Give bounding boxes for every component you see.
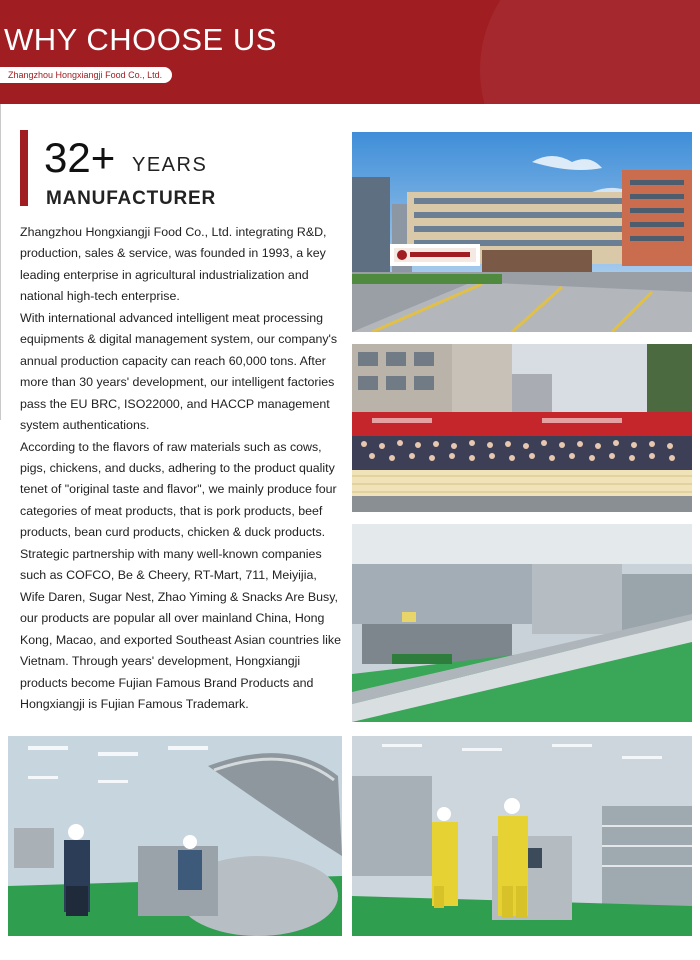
paragraph-products: According to the flavors of raw materials such as cows, pigs, chickens, and ducks, adhering to the product quality tenet of "original taste and flavor", we mainly produce four categories of meat products, that is pork products, beef products, bean curd products, chicken & duck products. (20, 439, 337, 540)
paragraph-partners: Strategic partnership with many well-known companies such as COFCO, Be & Cheery, RT-Mart, 711, Meiyijia, Wife Daren, Sugar Nest, Zhao Yiming & Snacks Are Busy, our products are popular all over mainland China, Hong Kong, Macao, and exported Southeast Asian countries like Vietnam. Through years' development, Hongxiangji products become Fujian Famous Brand Products and Hongxiangji is Fujian Famous Trademark. (20, 546, 341, 711)
years-label: YEARS (132, 154, 208, 176)
manufacturer-label: MANUFACTURER (46, 188, 217, 209)
production-line-photo (352, 524, 692, 722)
company-tag: Zhangzhou Hongxiangji Food Co., Ltd. (0, 67, 172, 83)
factory-building-photo (352, 132, 692, 332)
paragraph-intro: Zhangzhou Hongxiangji Food Co., Ltd. integrating R&D, production, sales & service, was founded in 1993, a key leading enterprise in agricultural industrialization and national high-tech enterprise. (20, 225, 327, 304)
company-description (20, 222, 344, 715)
header-banner (0, 0, 700, 104)
workers-mixing-tank-photo (8, 736, 342, 936)
conference-event-photo (352, 344, 692, 512)
control-panel-workers-photo (352, 736, 692, 936)
side-divider (0, 104, 1, 420)
page-title: WHY CHOOSE US (4, 22, 277, 57)
years-number: 32+ (44, 134, 116, 181)
accent-bar (20, 130, 28, 206)
paragraph-capacity: With international advanced intelligent meat processing equipments & digital management system, our company's annual production capacity can reach 60,000 tons. After more than 30 years' development, our intelligent factories pass the EU BRC, ISO22000, and HACCP management system authentications. (20, 310, 338, 433)
